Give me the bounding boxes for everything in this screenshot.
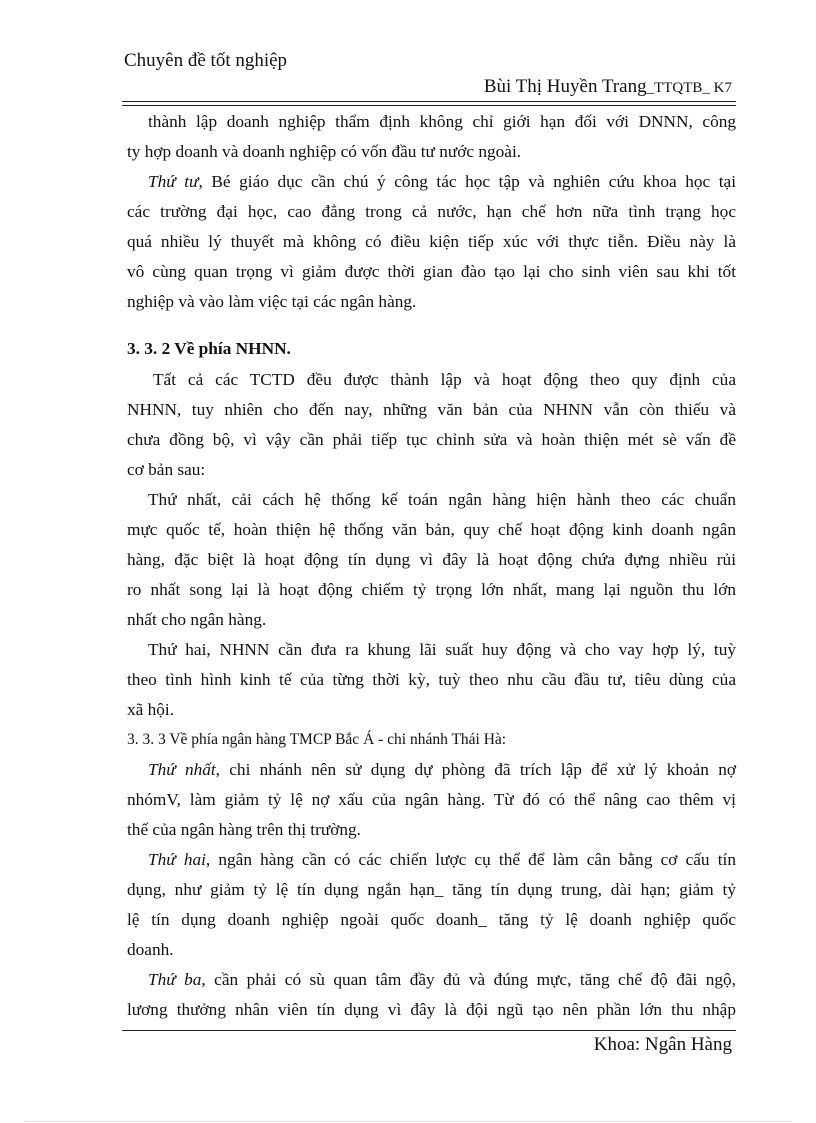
header-rule-double [122, 105, 736, 106]
text-line: xã hội. [127, 700, 175, 719]
text-line: Thứ hai, ngân hàng cần có các chiến lược cụ thể để làm cân bằng cơ cấu tín [148, 850, 736, 869]
paragraph-lead: Thứ ba [148, 970, 202, 989]
text-line: dụng, như giảm tỷ lệ tín dụng ngắn hạn_ tăng tín dụng trung, dài hạn; giảm tỷ [127, 880, 736, 899]
paragraph-lead: Thứ nhất [148, 760, 216, 779]
paragraph-lead: Thứ hai [148, 850, 206, 869]
footer-department: Khoa: Ngân Hàng [593, 1034, 732, 1055]
text-line: doanh. [127, 940, 174, 959]
text-line: nghiệp và vào làm việc tại các ngân hàng. [127, 292, 417, 311]
text-line: nhómV, làm giảm tỷ lệ nợ xấu của ngân hàng. Từ đó có thể nâng cao thêm vị [127, 790, 736, 809]
text-line: Thứ hai, NHNN cần đưa ra khung lãi suất huy động và cho vay hợp lý, tuỳ [148, 640, 736, 659]
text-line: Thứ nhất, cải cách hệ thống kế toán ngân hàng hiện hành theo các chuẩn [148, 490, 736, 509]
text-line: nhất cho ngân hàng. [127, 610, 267, 629]
text-line: lương thưởng nhân viên tín dụng vì đây là đội ngũ tạo nên phần lớn thu nhập [127, 1000, 736, 1019]
text-line: các trường đại học, cao đẳng trong cả nước, hạn chế hơn nữa tình trạng học [127, 202, 736, 221]
author-suffix: _TTQTB_ K7 [646, 80, 732, 96]
footer-rule [122, 1030, 736, 1031]
text-line: Thứ nhất, chi nhánh nên sử dụng dự phòng đã trích lập để xử lý khoản nợ [148, 760, 736, 779]
text-line: ty hợp doanh và doanh nghiệp có vốn đầu tư nước ngoài. [127, 142, 522, 161]
text-line: theo tình hình kinh tế của từng thời kỳ, tuỳ theo nhu cầu đầu tư, tiêu dùng của [127, 670, 736, 689]
text-line: Tất cả các TCTD đều được thành lập và hoạt động theo quy định của [153, 370, 736, 389]
paragraph-thu-nhat-bank [127, 755, 736, 845]
header-author [484, 76, 732, 98]
text-line: vô cùng quan trọng vì giảm được thời gian đào tạo lại cho sinh viên sau khi tốt [127, 262, 736, 281]
paragraph-continuation [127, 107, 736, 167]
text-line: NHNN, tuy nhiên cho đến nay, những văn bản của NHNN vẫn còn thiếu và [127, 400, 736, 419]
paragraph-nhnn-intro [127, 365, 736, 485]
paragraph-lead: Thứ tư [148, 172, 199, 191]
paragraph-thu-tu [127, 167, 736, 317]
page-edge-dotted-line [25, 1121, 791, 1122]
text-line: hàng, đặc biệt là hoạt động tín dụng vì đây là hoạt động chứa đựng nhiều rủi [127, 550, 736, 569]
paragraph-thu-nhat-nhnn [127, 485, 736, 635]
text-line: chưa đồng bộ, vì vậy cần phải tiếp tục chỉnh sửa và hoàn thiện mét sè vấn đề [127, 430, 736, 449]
header-doc-title: Chuyên đề tốt nghiệp [124, 50, 288, 71]
text-line: ro nhất song lại là hoạt động chiếm tỷ trọng lớn nhất, mang lại nguồn thu lớn [127, 580, 736, 599]
document-body [127, 107, 736, 1025]
text-line: cơ bản sau: [127, 460, 206, 479]
header-rule [122, 101, 736, 102]
text-line: quá nhiều lý thuyết mà không có điều kiện tiếp xúc với thực tiễn. Điều này là [127, 232, 736, 251]
paragraph-thu-hai-bank [127, 845, 736, 965]
section-heading-333: 3. 3. 3 Về phía ngân hàng TMCP Bắc Á - chi nhánh Thái Hà: [127, 731, 507, 748]
paragraph-thu-ba-bank [127, 965, 736, 1025]
author-name: Bùi Thị Huyền Trang [483, 76, 647, 97]
text-line: lệ tín dụng doanh nghiệp ngoài quốc doanh_ tăng tỷ lệ doanh nghiệp quốc [127, 910, 736, 929]
text-line: Thứ ba, cần phải có sù quan tâm đầy đủ và đúng mực, tăng chế độ đãi ngộ, [148, 970, 736, 989]
section-heading-332: 3. 3. 2 Về phía NHNN. [127, 339, 291, 358]
text-line: thành lập doanh nghiệp thẩm định không chỉ giới hạn đối với DNNN, công [148, 112, 736, 131]
paragraph-thu-hai-nhnn [127, 635, 736, 725]
text-line: thế của ngân hàng trên thị trường. [127, 820, 361, 839]
text-line: mực quốc tế, hoàn thiện hệ thống văn bản, quy chế hoạt động kinh doanh ngân [127, 520, 736, 539]
text-line: Thứ tư, Bé giáo dục cần chú ý công tác học tập và nghiên cứu khoa học tại [148, 172, 736, 191]
